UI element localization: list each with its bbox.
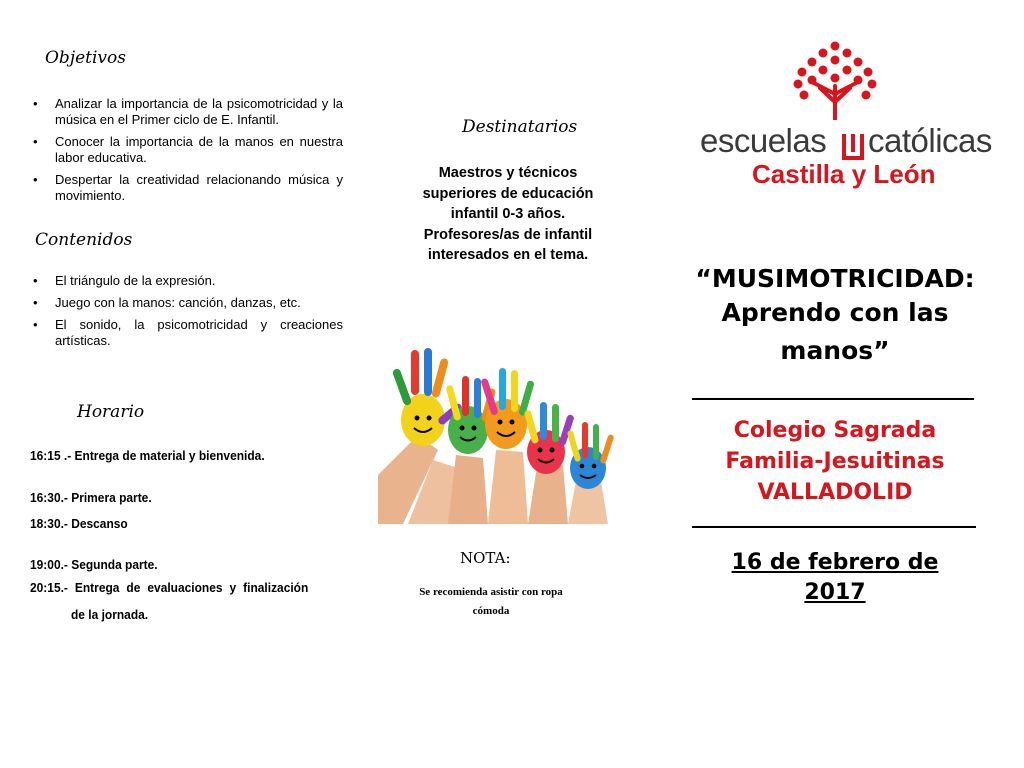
logo-region: Castilla y León [752, 159, 936, 189]
venue-line: Familia-Jesuitinas [725, 449, 945, 474]
list-item: • Juego con la manos: canción, danzas, etc. [33, 295, 301, 310]
event-date [680, 548, 990, 608]
logo-separator-icon [840, 132, 866, 162]
schedule-row: 16:15 .- Entrega de material y bienvenida. [30, 448, 265, 463]
bullet-icon: • [33, 134, 38, 149]
venue [680, 415, 990, 508]
schedule-row: 19:00.- Segunda parte. [30, 557, 158, 572]
list-item: • Despertar la creatividad relacionando música y movimiento. [33, 172, 343, 203]
title-line: manos” [780, 336, 890, 365]
title-line: “MUSIMOTRICIDAD: [695, 264, 975, 293]
schedule-row: de la jornada. [71, 607, 149, 622]
logo-word-right: católicas [868, 122, 992, 159]
nota-heading: NOTA: [460, 549, 511, 567]
list-item: • El sonido, la psicomotricidad y creaciones artísticas. [33, 317, 343, 348]
objetivos-heading: Objetivos [45, 48, 126, 68]
list-item: • Analizar la importancia de la psicomotricidad y la música en el Primer ciclo de E. Infantil. [33, 96, 343, 127]
nota-line: Se recomienda asistir con ropa [419, 586, 563, 598]
destinatarios-line: superiores de educación [422, 185, 594, 202]
destinatarios-heading: Destinatarios [462, 117, 578, 137]
contenidos-heading: Contenidos [35, 230, 133, 250]
date-line: 2017 [804, 580, 866, 605]
schedule-row: 20:15.- Entrega de evaluaciones y finalización [30, 580, 309, 595]
venue-line: VALLADOLID [757, 480, 913, 505]
objetivos-list [33, 96, 343, 210]
horario-heading: Horario [77, 402, 145, 422]
destinatarios-line: Profesores/as de infantil [423, 226, 593, 243]
tree-logo-icon [790, 40, 880, 120]
nota-line: cómoda [472, 605, 510, 617]
nota-text [386, 583, 596, 621]
schedule-row: 16:30.- Primera parte. [30, 490, 152, 505]
bullet-icon: • [33, 172, 38, 187]
schedule-row: 18:30.- Descanso [30, 516, 128, 531]
bullet-icon: • [33, 317, 38, 332]
bullet-icon: • [33, 273, 38, 288]
contenidos-list [33, 273, 343, 355]
event-title [675, 262, 995, 368]
logo-word-left: escuelas [700, 122, 827, 159]
destinatarios-line: infantil 0-3 años. [450, 206, 566, 222]
divider [692, 526, 976, 528]
list-item: • El triángulo de la expresión. [33, 273, 216, 288]
painted-hands-image [378, 340, 630, 524]
bullet-icon: • [33, 295, 38, 310]
divider [692, 398, 974, 400]
destinatarios-text [386, 163, 630, 266]
title-line: Aprendo con las [721, 298, 949, 327]
list-item: • Conocer la importancia de la manos en nuestra labor educativa. [33, 134, 343, 165]
destinatarios-line: Maestros y técnicos [438, 165, 578, 181]
destinatarios-line: interesados en el tema. [427, 247, 589, 263]
date-line: 16 de febrero de [731, 550, 939, 575]
logo [700, 40, 992, 200]
venue-line: Colegio Sagrada [733, 418, 937, 443]
bullet-icon: • [33, 96, 38, 111]
